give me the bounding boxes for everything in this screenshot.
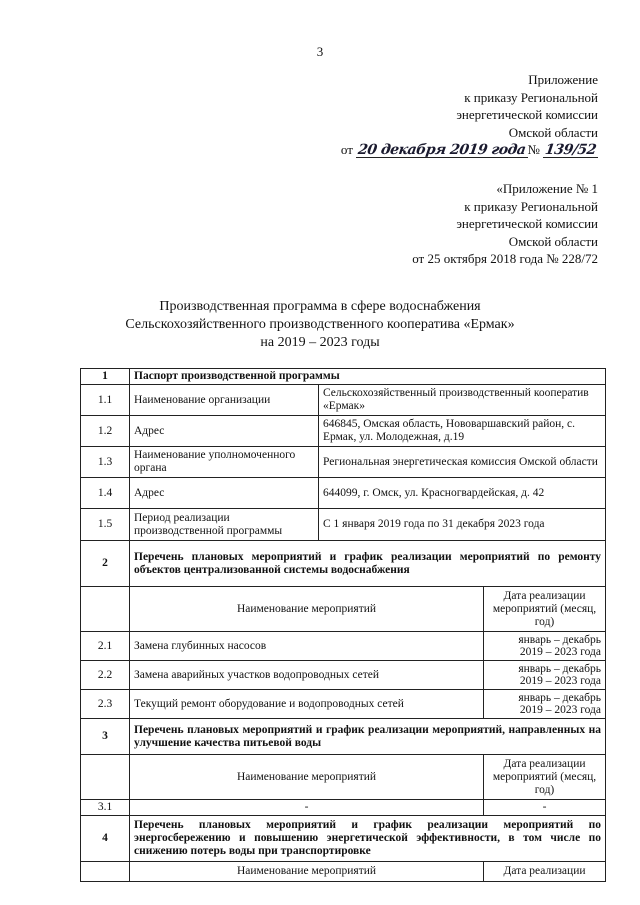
section-title: Перечень плановых мероприятий и график реализации мероприятий по ремонту объектов централизованной системы водоснабжения xyxy=(130,541,606,587)
row-date xyxy=(484,690,606,719)
table-row xyxy=(81,800,606,816)
row-number: 1.3 xyxy=(81,447,130,478)
order-date-line xyxy=(341,141,598,160)
row-label: Адрес xyxy=(130,478,319,509)
row-name: Замена аварийных участков водопроводных сетей xyxy=(130,661,484,690)
row-date: - xyxy=(484,800,606,816)
appendix-line: к приказу Региональной xyxy=(464,89,598,105)
section-number: 2 xyxy=(81,541,130,587)
appendix-line: энергетической комиссии xyxy=(456,216,598,231)
column-header-date: Дата реализации xyxy=(484,862,606,882)
handwritten-date: 20 декабря 2019 года xyxy=(357,142,527,158)
section-row xyxy=(81,541,606,587)
row-name: Замена глубинных насосов xyxy=(130,632,484,661)
table-row xyxy=(81,385,606,416)
section-title: Паспорт производственной программы xyxy=(130,369,606,385)
row-number: 2.3 xyxy=(81,690,130,719)
title-line: Производственная программа в сфере водоснабжения xyxy=(159,299,481,314)
table-row xyxy=(81,632,606,661)
row-value: 646845, Омская область, Нововаршавский район, с. Ермак, ул. Молодежная, д.19 xyxy=(319,416,606,447)
title-line: Сельскохозяйственного производственного кооператива «Ермак» xyxy=(125,317,515,332)
row-label: Адрес xyxy=(130,416,319,447)
date-line: январь – декабрь xyxy=(518,662,601,675)
date-line: январь – декабрь xyxy=(518,633,601,646)
section-number: 1 xyxy=(81,369,130,385)
date-line: январь – декабрь xyxy=(518,691,601,704)
row-date xyxy=(484,632,606,661)
column-header-name: Наименование мероприятий xyxy=(130,587,484,632)
section-title: Перечень плановых мероприятий и график реализации мероприятий по энергосбережению и повышению энергетической эффективности, в том числе по снижению потерь воды при транспортировке xyxy=(130,816,606,862)
number-prefix: № xyxy=(527,142,540,157)
row-number: 2.2 xyxy=(81,661,130,690)
page-number: 3 xyxy=(316,44,324,59)
row-name: - xyxy=(130,800,484,816)
table-header-row xyxy=(81,587,606,632)
column-header-name: Наименование мероприятий xyxy=(130,755,484,800)
appendix-line: Омской области xyxy=(508,233,598,249)
column-header-name: Наименование мероприятий xyxy=(130,862,484,882)
appendix-current-header xyxy=(341,71,598,160)
appendix-line: Приложение xyxy=(528,72,598,87)
row-number: 3.1 xyxy=(81,800,130,816)
table-row xyxy=(81,509,606,541)
appendix-line: к приказу Региональной xyxy=(464,198,598,214)
date-line: 2019 – 2023 года xyxy=(519,675,601,687)
date-prefix: от xyxy=(340,142,353,157)
column-header-date: Дата реализации мероприятий (месяц, год) xyxy=(484,587,606,632)
section-row xyxy=(81,369,606,385)
document-title xyxy=(0,298,640,352)
date-line: 2019 – 2023 года xyxy=(519,646,601,658)
appendix-line: энергетической комиссии xyxy=(456,107,598,122)
row-label: Наименование организации xyxy=(130,385,319,416)
program-table xyxy=(80,368,606,882)
table-header-row xyxy=(81,755,606,800)
row-label: Наименование уполномоченного органа xyxy=(130,447,319,478)
handwritten-number: 139/52 xyxy=(544,142,598,158)
appendix-line: Омской области xyxy=(508,124,598,140)
row-number: 2.1 xyxy=(81,632,130,661)
row-date xyxy=(484,661,606,690)
row-number: 1.4 xyxy=(81,478,130,509)
row-number: 1.1 xyxy=(81,385,130,416)
table-row xyxy=(81,447,606,478)
row-label: Период реализации производственной программы xyxy=(130,509,319,541)
table-row xyxy=(81,416,606,447)
row-number: 1.5 xyxy=(81,509,130,541)
section-number: 3 xyxy=(81,719,130,755)
table-row xyxy=(81,478,606,509)
appendix-original-header xyxy=(412,180,598,268)
title-line: на 2019 – 2023 годы xyxy=(260,335,380,350)
row-number: 1.2 xyxy=(81,416,130,447)
appendix-line: «Приложение № 1 xyxy=(496,181,598,196)
table-header-row xyxy=(81,862,606,882)
section-number: 4 xyxy=(81,816,130,862)
row-name: Текущий ремонт оборудование и водопроводных сетей xyxy=(130,690,484,719)
appendix-line: от 25 октября 2018 года № 228/72 xyxy=(412,251,598,266)
row-value: 644099, г. Омск, ул. Красногвардейская, д. 42 xyxy=(319,478,606,509)
section-row xyxy=(81,816,606,862)
row-value: Сельскохозяйственный производственный кооператив «Ермак» xyxy=(319,385,606,416)
row-value: С 1 января 2019 года по 31 декабря 2023 года xyxy=(319,509,606,541)
section-row xyxy=(81,719,606,755)
table-row xyxy=(81,690,606,719)
column-header-date: Дата реализации мероприятий (месяц, год) xyxy=(484,755,606,800)
table-row xyxy=(81,661,606,690)
row-value: Региональная энергетическая комиссия Омской области xyxy=(319,447,606,478)
date-line: 2019 – 2023 года xyxy=(519,704,601,716)
section-title: Перечень плановых мероприятий и график реализации мероприятий, направленных на улучшение качества питьевой воды xyxy=(130,719,606,755)
